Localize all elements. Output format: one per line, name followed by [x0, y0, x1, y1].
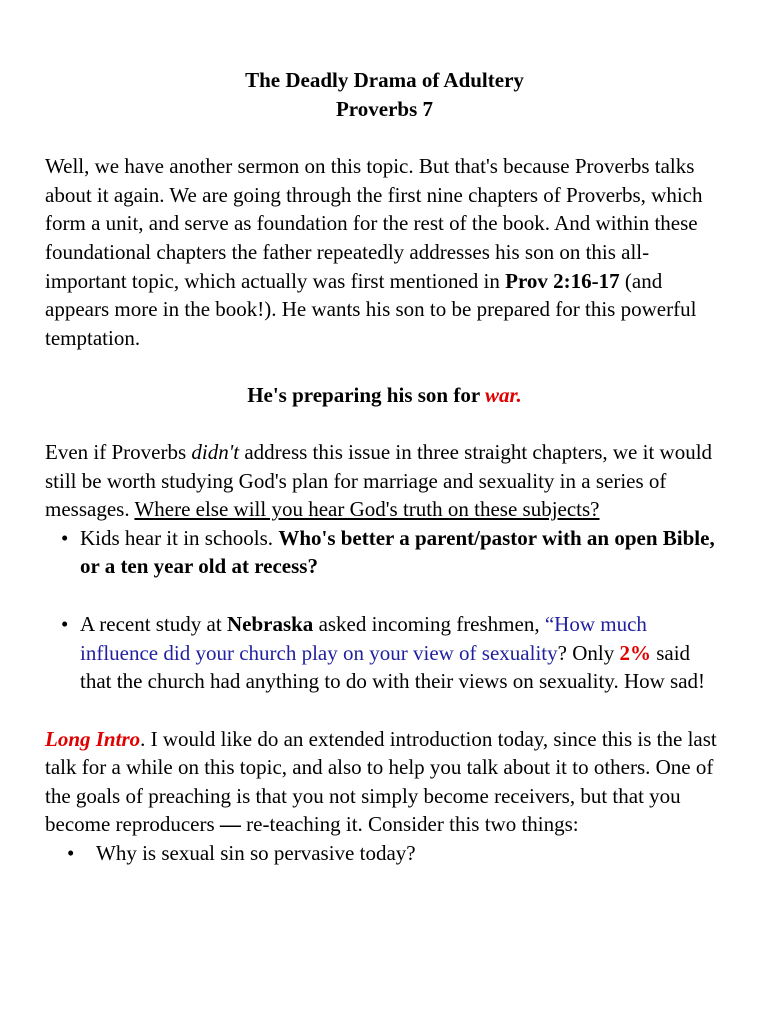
bullet-list	[45, 610, 724, 696]
section-heading	[45, 381, 724, 410]
intro-text-a: Well, we have another sermon on this topic. But that's because Proverbs talks about it again. We are going through the first nine chapters of Proverbs, which form a unit, and serve as foundation for the rest of the book. And within these foundational chapters the father repeatedly addresses his son on this all-important topic, which actually was first mentioned in	[45, 154, 703, 293]
bullet2-text-d: said that the church had anything to do with their views on sexuality. How sad!	[80, 640, 706, 694]
list-item: • Why is sexual sin so pervasive today?	[45, 839, 724, 868]
scripture-reference: Prov 2:16-17	[505, 268, 620, 293]
list-item	[45, 610, 724, 696]
long-intro-dash: —	[219, 812, 241, 837]
spacer	[45, 581, 724, 610]
argument-italic: didn't	[191, 439, 240, 464]
long-intro-paragraph	[45, 725, 724, 839]
document-subtitle: Proverbs 7	[335, 96, 433, 121]
argument-paragraph	[45, 438, 724, 524]
long-intro-accent: Long Intro	[45, 726, 141, 751]
bullet2-text-b: asked incoming freshmen,	[313, 611, 545, 636]
argument-text-a: Even if Proverbs	[45, 439, 192, 464]
bullet2-quote: “How much influence did your church play on your view of sexuality	[80, 611, 647, 665]
argument-underlined: Where else will you hear God's truth on these subjects?	[134, 497, 600, 522]
section-heading-text: He's preparing his son for	[247, 383, 486, 408]
bullet2-text-a: A recent study at	[80, 611, 227, 636]
long-intro-text-b: re-teaching it. Consider this two things:	[240, 812, 579, 837]
intro-text-b: (and appears more in the book!). He wants his son to be prepared for this powerful temptation.	[45, 268, 697, 350]
argument-text-b: address this issue in three straight chapters, we it would still be worth studying God's plan for marriage and sexuality in a series of messages.	[45, 439, 713, 522]
bullet2-text-c: ? Only	[557, 640, 620, 665]
bullet2-bold: Nebraska	[226, 611, 314, 636]
bullet2-percent: 2%	[619, 640, 651, 665]
long-intro-text-a: . I would like do an extended introduction today, since this is the last talk for a while on this topic, and also to help you talk about it to others. One of the goals of preaching is that you not simply become receivers, but that you become reproducers	[45, 726, 717, 837]
bullet-list	[45, 839, 724, 868]
document-title: The Deadly Drama of Adultery	[245, 68, 524, 92]
intro-paragraph	[45, 152, 724, 352]
section-heading-accent: war.	[485, 383, 522, 408]
bullet1-bold: Who's better a parent/pastor with an open Bible, or a ten year old at recess?	[80, 525, 715, 579]
list-item	[45, 524, 724, 581]
bullet-list	[45, 524, 724, 581]
bullet1-text: Kids hear it in schools.	[80, 525, 279, 550]
